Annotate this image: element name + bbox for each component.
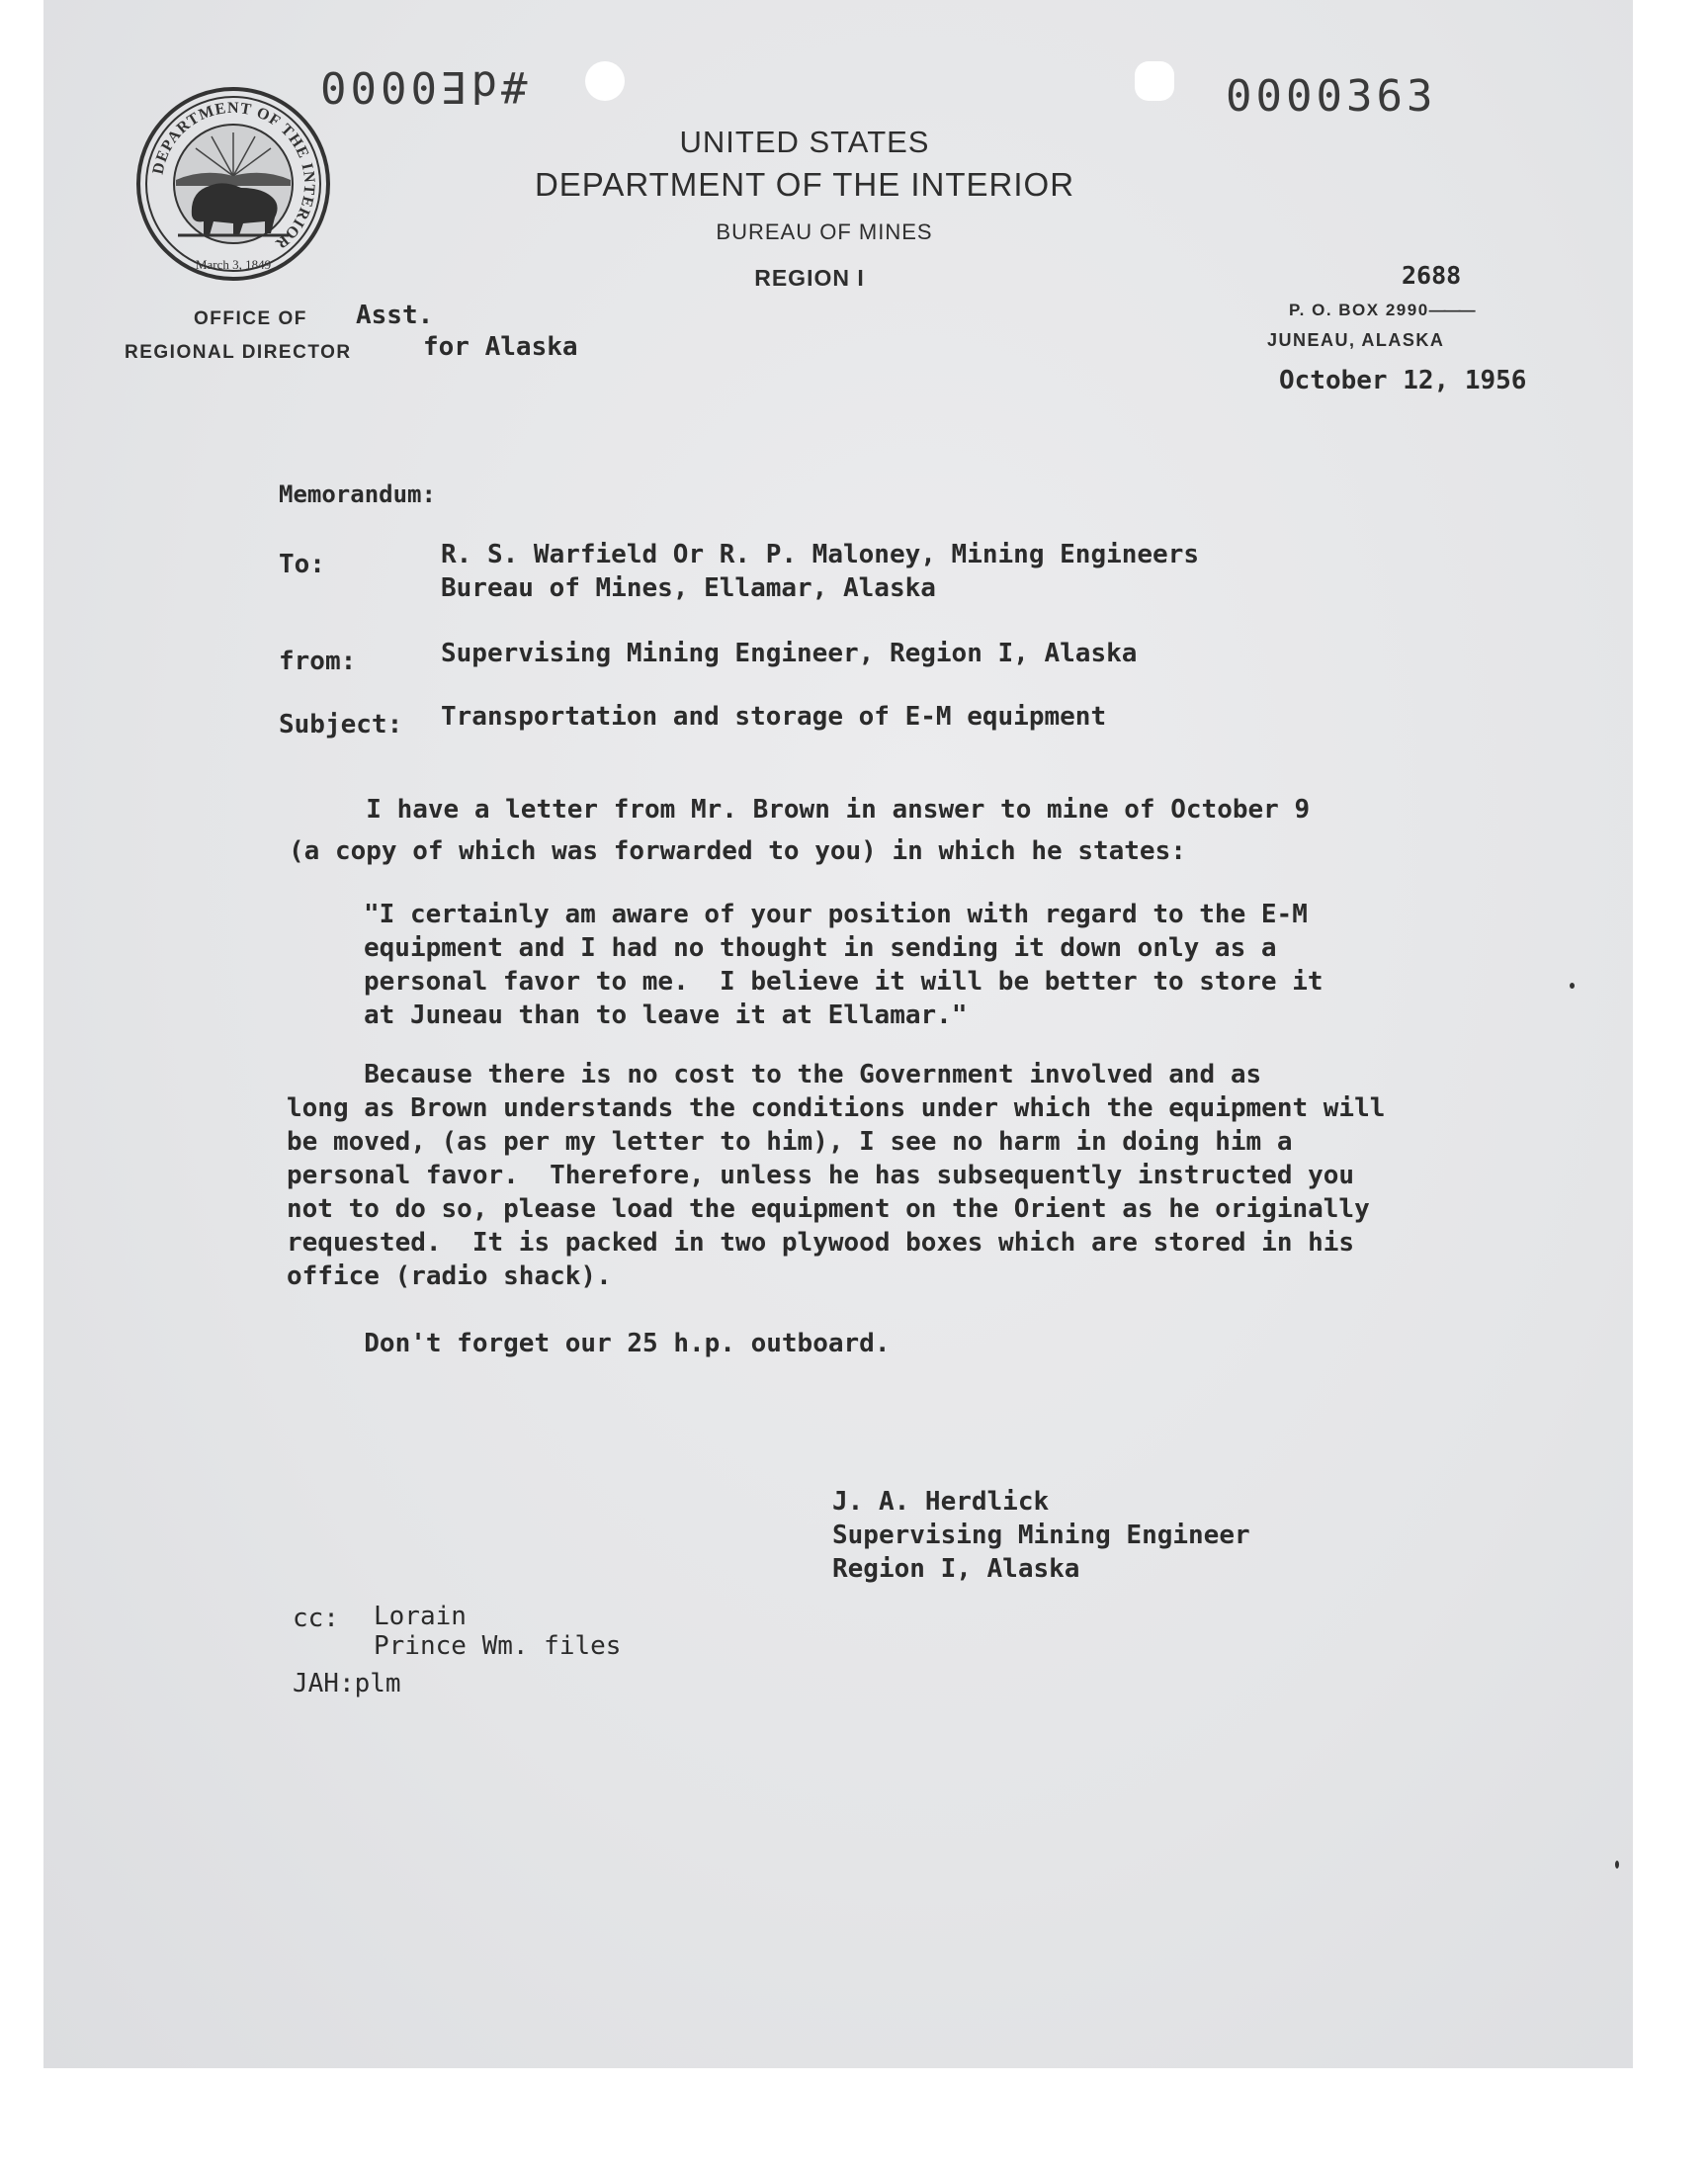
- punch-hole-left: [585, 61, 625, 101]
- from-label: from:: [279, 647, 357, 676]
- regional-director-label: REGIONAL DIRECTOR: [125, 342, 352, 363]
- body-paragraph-2-line-4: personal favor. Therefore, unless he has subsequently instructed you: [287, 1161, 1355, 1190]
- letter-date: October 12, 1956: [1279, 366, 1527, 395]
- body-paragraph-1-line-2: (a copy of which was forwarded to you) in which he states:: [289, 836, 1186, 866]
- seal-date: March 3, 1849: [195, 257, 272, 272]
- stamp-number-left: #dE0000: [316, 61, 528, 112]
- body-paragraph-2-line-5: not to do so, please load the equipment on the Orient as he originally: [287, 1194, 1370, 1224]
- letterhead-line-3: BUREAU OF MINES: [716, 219, 933, 244]
- signature-name: J. A. Herdlick: [832, 1487, 1050, 1517]
- to-line-2: Bureau of Mines, Ellamar, Alaska: [441, 573, 936, 603]
- seal-ring-text: DEPARTMENT OF THE INTERIOR: [149, 99, 318, 253]
- subject-label: Subject:: [279, 710, 403, 740]
- quote-line-1: "I certainly am aware of your position with regard to the E-M: [364, 900, 1308, 929]
- office-of-label: OFFICE OF: [194, 308, 307, 329]
- body-paragraph-2-line-7: office (radio shack).: [287, 1262, 612, 1291]
- speck-mark: [1570, 983, 1575, 989]
- subject-value: Transportation and storage of E-M equipment: [441, 702, 1107, 732]
- office-typed-asst: Asst.: [356, 301, 434, 330]
- body-paragraph-3: Don't forget our 25 h.p. outboard.: [287, 1329, 891, 1358]
- cc-line-2: Prince Wm. files: [374, 1631, 622, 1661]
- body-paragraph-2-line-3: be moved, (as per my letter to him), I see no harm in doing him a: [287, 1127, 1293, 1157]
- quote-line-4: at Juneau than to leave it at Ellamar.": [364, 1000, 968, 1030]
- typist-initials: JAH:plm: [293, 1669, 401, 1698]
- to-label: To:: [279, 550, 325, 579]
- signature-title: Supervising Mining Engineer: [832, 1521, 1250, 1550]
- memorandum-heading: Memorandum:: [279, 480, 436, 508]
- punch-hole-right: [1135, 61, 1174, 101]
- body-paragraph-2-line-6: requested. It is packed in two plywood boxes which are stored in his: [287, 1228, 1355, 1258]
- body-paragraph-1-line-1: I have a letter from Mr. Brown in answer to mine of October 9: [289, 795, 1311, 825]
- cc-label: cc:: [293, 1604, 339, 1633]
- cc-line-1: Lorain: [374, 1602, 467, 1631]
- po-box-text: P. O. BOX 2990: [1289, 301, 1429, 319]
- signature-region: Region I, Alaska: [832, 1554, 1080, 1584]
- letterhead-line-1: UNITED STATES: [679, 125, 930, 159]
- body-paragraph-2-line-2: long as Brown understands the conditions under which the equipment will: [287, 1093, 1386, 1123]
- po-box-strikeout: ———: [1428, 301, 1474, 319]
- quote-line-2: equipment and I had no thought in sending it down only as a: [364, 933, 1277, 963]
- po-box-label: [1289, 301, 1474, 320]
- speck-mark: [1615, 1861, 1619, 1869]
- office-typed-region: for Alaska: [423, 332, 578, 362]
- letterhead-line-2: DEPARTMENT OF THE INTERIOR: [534, 166, 1075, 203]
- quote-line-3: personal favor to me. I believe it will be better to store it: [364, 967, 1324, 997]
- body-paragraph-2-line-1: Because there is no cost to the Government involved and as: [287, 1060, 1262, 1089]
- to-line-1: R. S. Warfield Or R. P. Maloney, Mining Engineers: [441, 540, 1200, 569]
- stamp-number-right: 0000363: [1226, 71, 1437, 122]
- letterhead-line-4: REGION I: [754, 265, 865, 291]
- from-value: Supervising Mining Engineer, Region I, Alaska: [441, 639, 1138, 668]
- city-label: JUNEAU, ALASKA: [1267, 330, 1445, 350]
- po-box-typed-number: 2688: [1402, 261, 1462, 290]
